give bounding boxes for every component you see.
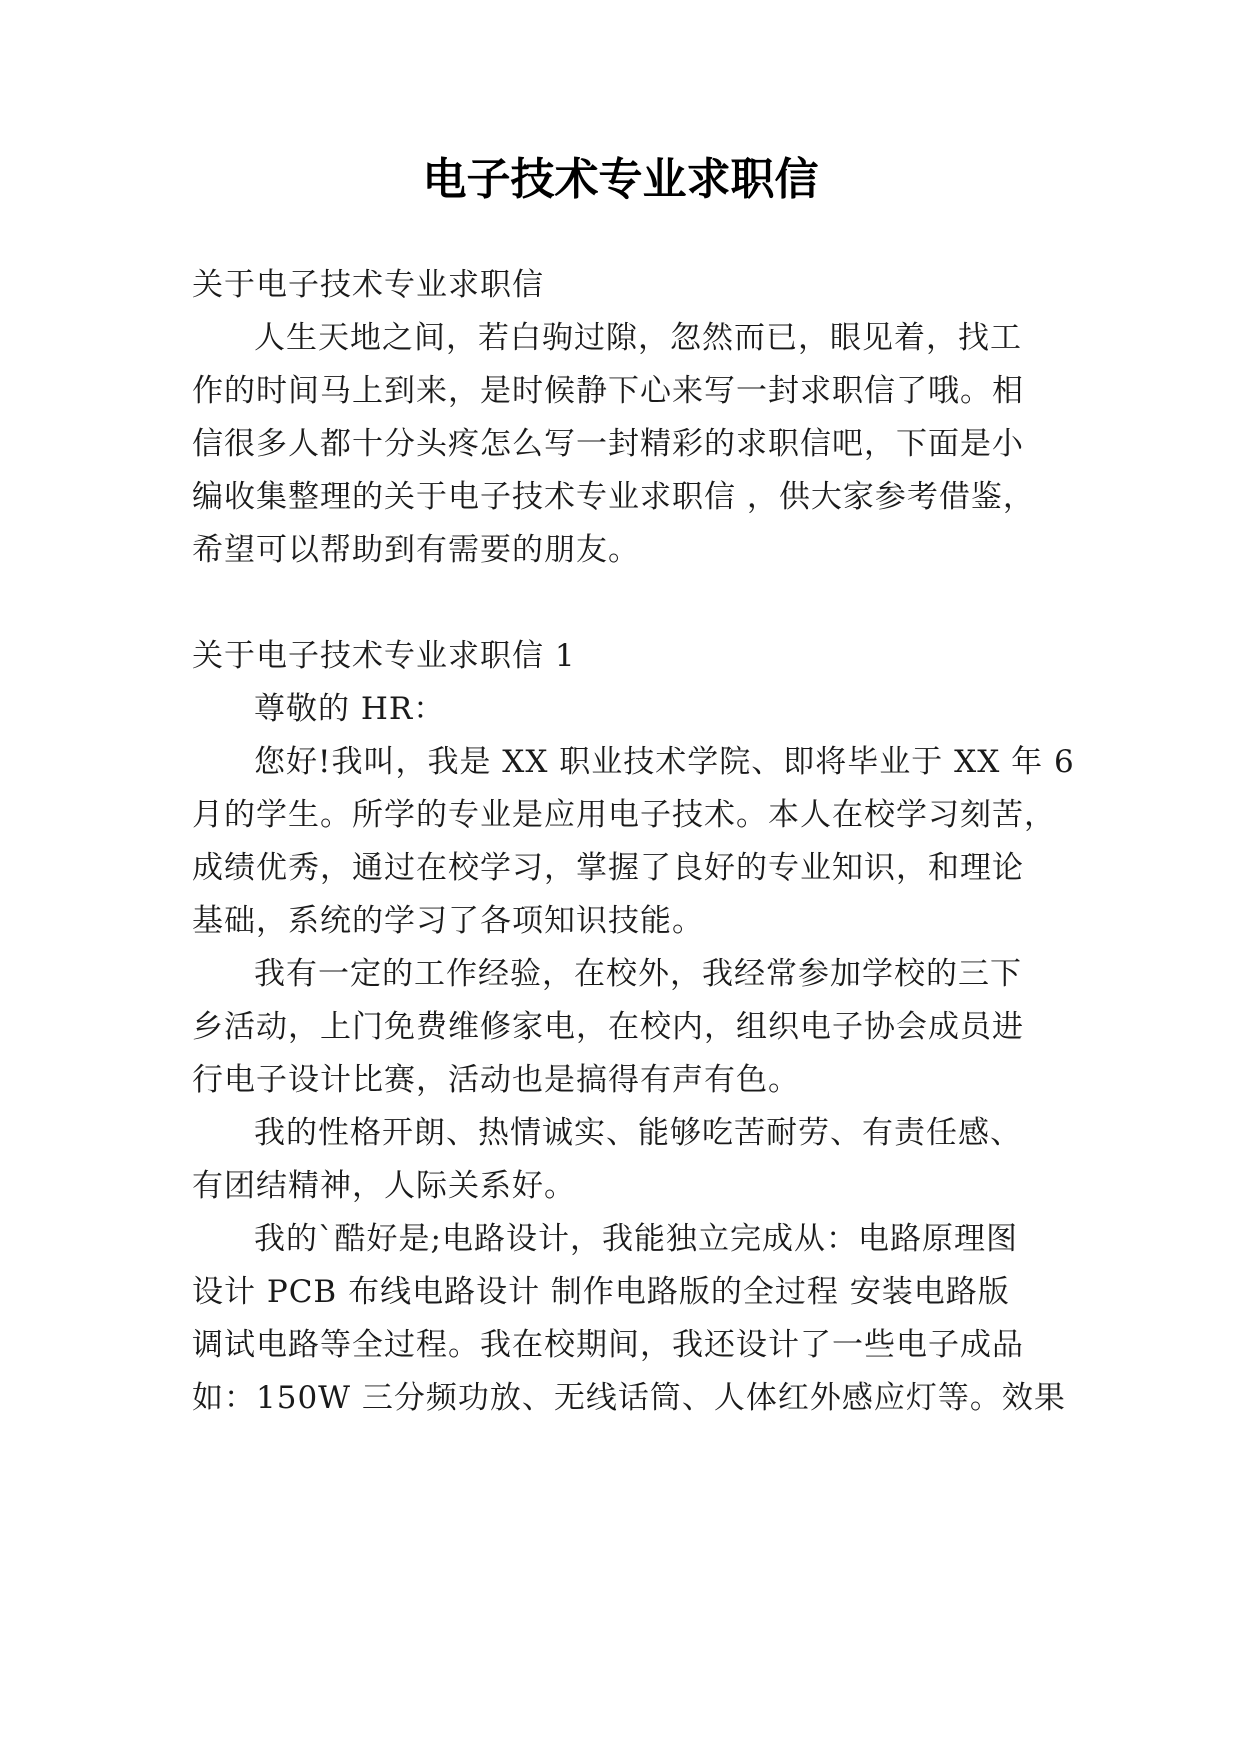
salutation: 尊敬的 HR： (254, 691, 446, 727)
paragraph-line: 设计 PCB 布线电路设计 制作电路版的全过程 安装电路版 (192, 1274, 1010, 1310)
intro-line: 希望可以帮助到有需要的朋友。 (192, 532, 640, 568)
paragraph-line: 月的学生。所学的专业是应用电子技术。本人在校学习刻苦， (192, 797, 1056, 833)
document-title: 电子技术专业求职信 (422, 154, 819, 205)
paragraph-line: 我的性格开朗、热情诚实、能够吃苦耐劳、有责任感、 (254, 1115, 1022, 1151)
section-heading: 关于电子技术专业求职信 1 (192, 638, 576, 674)
paragraph-line: 我有一定的工作经验，在校外，我经常参加学校的三下 (254, 956, 1022, 992)
paragraph-line: 有团结精神，人际关系好。 (192, 1168, 576, 1204)
intro-line: 信很多人都十分头疼怎么写一封精彩的求职信吧，下面是小 (192, 426, 1024, 462)
intro-line: 人生天地之间，若白驹过隙，忽然而已，眼见着，找工 (254, 320, 1022, 356)
paragraph-line: 乡活动，上门免费维修家电，在校内，组织电子协会成员进 (192, 1009, 1024, 1045)
paragraph-line: 我的`酷好是;电路设计，我能独立完成从：电路原理图 (254, 1221, 1018, 1257)
paragraph-line: 调试电路等全过程。我在校期间，我还设计了一些电子成品 (192, 1327, 1024, 1363)
paragraph-line: 基础，系统的学习了各项知识技能。 (192, 903, 704, 939)
paragraph-line: 您好!我叫，我是 XX 职业技术学院、即将毕业于 XX 年 6 (254, 744, 1075, 780)
intro-line: 作的时间马上到来，是时候静下心来写一封求职信了哦。相 (192, 373, 1024, 409)
intro-line: 编收集整理的关于电子技术专业求职信 ，供大家参考借鉴， (192, 479, 1035, 515)
paragraph-line: 如：150W 三分频功放、无线话筒、人体红外感应灯等。效果 (192, 1380, 1066, 1416)
paragraph-line: 行电子设计比赛，活动也是搞得有声有色。 (192, 1062, 800, 1098)
paragraph-line: 成绩优秀，通过在校学习，掌握了良好的专业知识，和理论 (192, 850, 1024, 886)
intro-heading: 关于电子技术专业求职信 (192, 267, 544, 303)
